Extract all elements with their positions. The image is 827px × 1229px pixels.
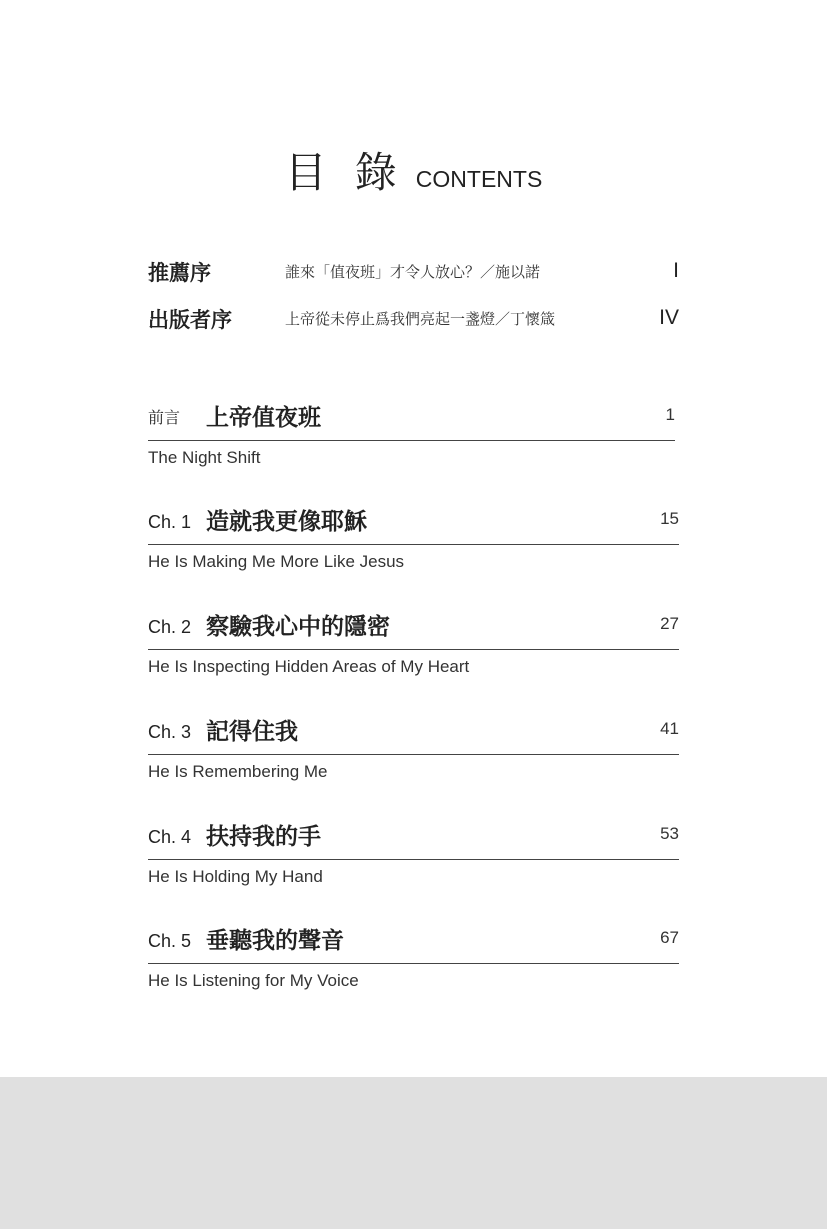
- chapter-page-number: 67: [660, 928, 679, 947]
- chapter-heading-row: [148, 504, 679, 545]
- chapter-number: 前言: [148, 408, 181, 427]
- chapter-subtitle: He Is Making Me More Like Jesus: [148, 552, 405, 571]
- chapter-entry-4: [148, 819, 679, 887]
- chapter-heading-row: [148, 714, 679, 755]
- preface-page-number: IV: [659, 306, 679, 329]
- chapter-heading-row: [148, 923, 679, 964]
- chapter-entry-2: [148, 609, 679, 677]
- chapter-number: Ch. 5: [148, 931, 192, 951]
- chapter-title: 垂聽我的聲音: [206, 928, 344, 954]
- chapter-entry-1: [148, 504, 679, 572]
- chapter-subtitle: He Is Inspecting Hidden Areas of My Heart: [148, 657, 470, 676]
- page-title: [0, 140, 827, 200]
- chapter-number: Ch. 2: [148, 617, 192, 637]
- chapter-page-number: 27: [660, 614, 679, 633]
- chapter-subtitle: He Is Listening for My Voice: [148, 971, 359, 990]
- preface-row-publisher: [148, 304, 679, 334]
- chapter-title: 上帝值夜班: [206, 405, 321, 431]
- chapter-entry-3: [148, 714, 679, 782]
- chapter-entry-5: [148, 923, 679, 991]
- chapter-subtitle: He Is Remembering Me: [148, 762, 328, 781]
- preface-description: 誰來「值夜班」才令人放心？／施以諾: [285, 263, 541, 281]
- chapter-number: Ch. 4: [148, 827, 192, 847]
- title-chinese: 目錄: [284, 148, 425, 197]
- chapter-page-number: 1: [665, 405, 675, 424]
- preface-row-recommendation: [148, 257, 679, 287]
- chapter-page-number: 41: [660, 719, 679, 738]
- chapter-heading-row: [148, 400, 675, 441]
- page-bottom-margin: [0, 1077, 827, 1229]
- chapter-subtitle: The Night Shift: [148, 448, 261, 467]
- chapter-title: 記得住我: [206, 719, 298, 745]
- chapter-subtitle: He Is Holding My Hand: [148, 867, 323, 886]
- preface-description: 上帝從未停止爲我們亮起一盞燈／丁懷箴: [285, 310, 556, 328]
- chapter-number: Ch. 1: [148, 512, 192, 532]
- title-english: CONTENTS: [415, 166, 543, 192]
- preface-label: 出版者序: [148, 308, 232, 332]
- chapter-number: Ch. 3: [148, 722, 192, 742]
- chapter-title: 察驗我心中的隱密: [206, 614, 390, 640]
- chapter-heading-row: [148, 819, 679, 860]
- preface-page-number: I: [673, 259, 679, 282]
- chapter-heading-row: [148, 609, 679, 650]
- chapter-page-number: 53: [660, 824, 679, 843]
- preface-label: 推薦序: [148, 261, 211, 285]
- chapter-title: 造就我更像耶穌: [206, 509, 367, 535]
- chapter-entry-foreword: [148, 400, 675, 468]
- chapter-page-number: 15: [660, 509, 679, 528]
- chapter-title: 扶持我的手: [206, 824, 321, 850]
